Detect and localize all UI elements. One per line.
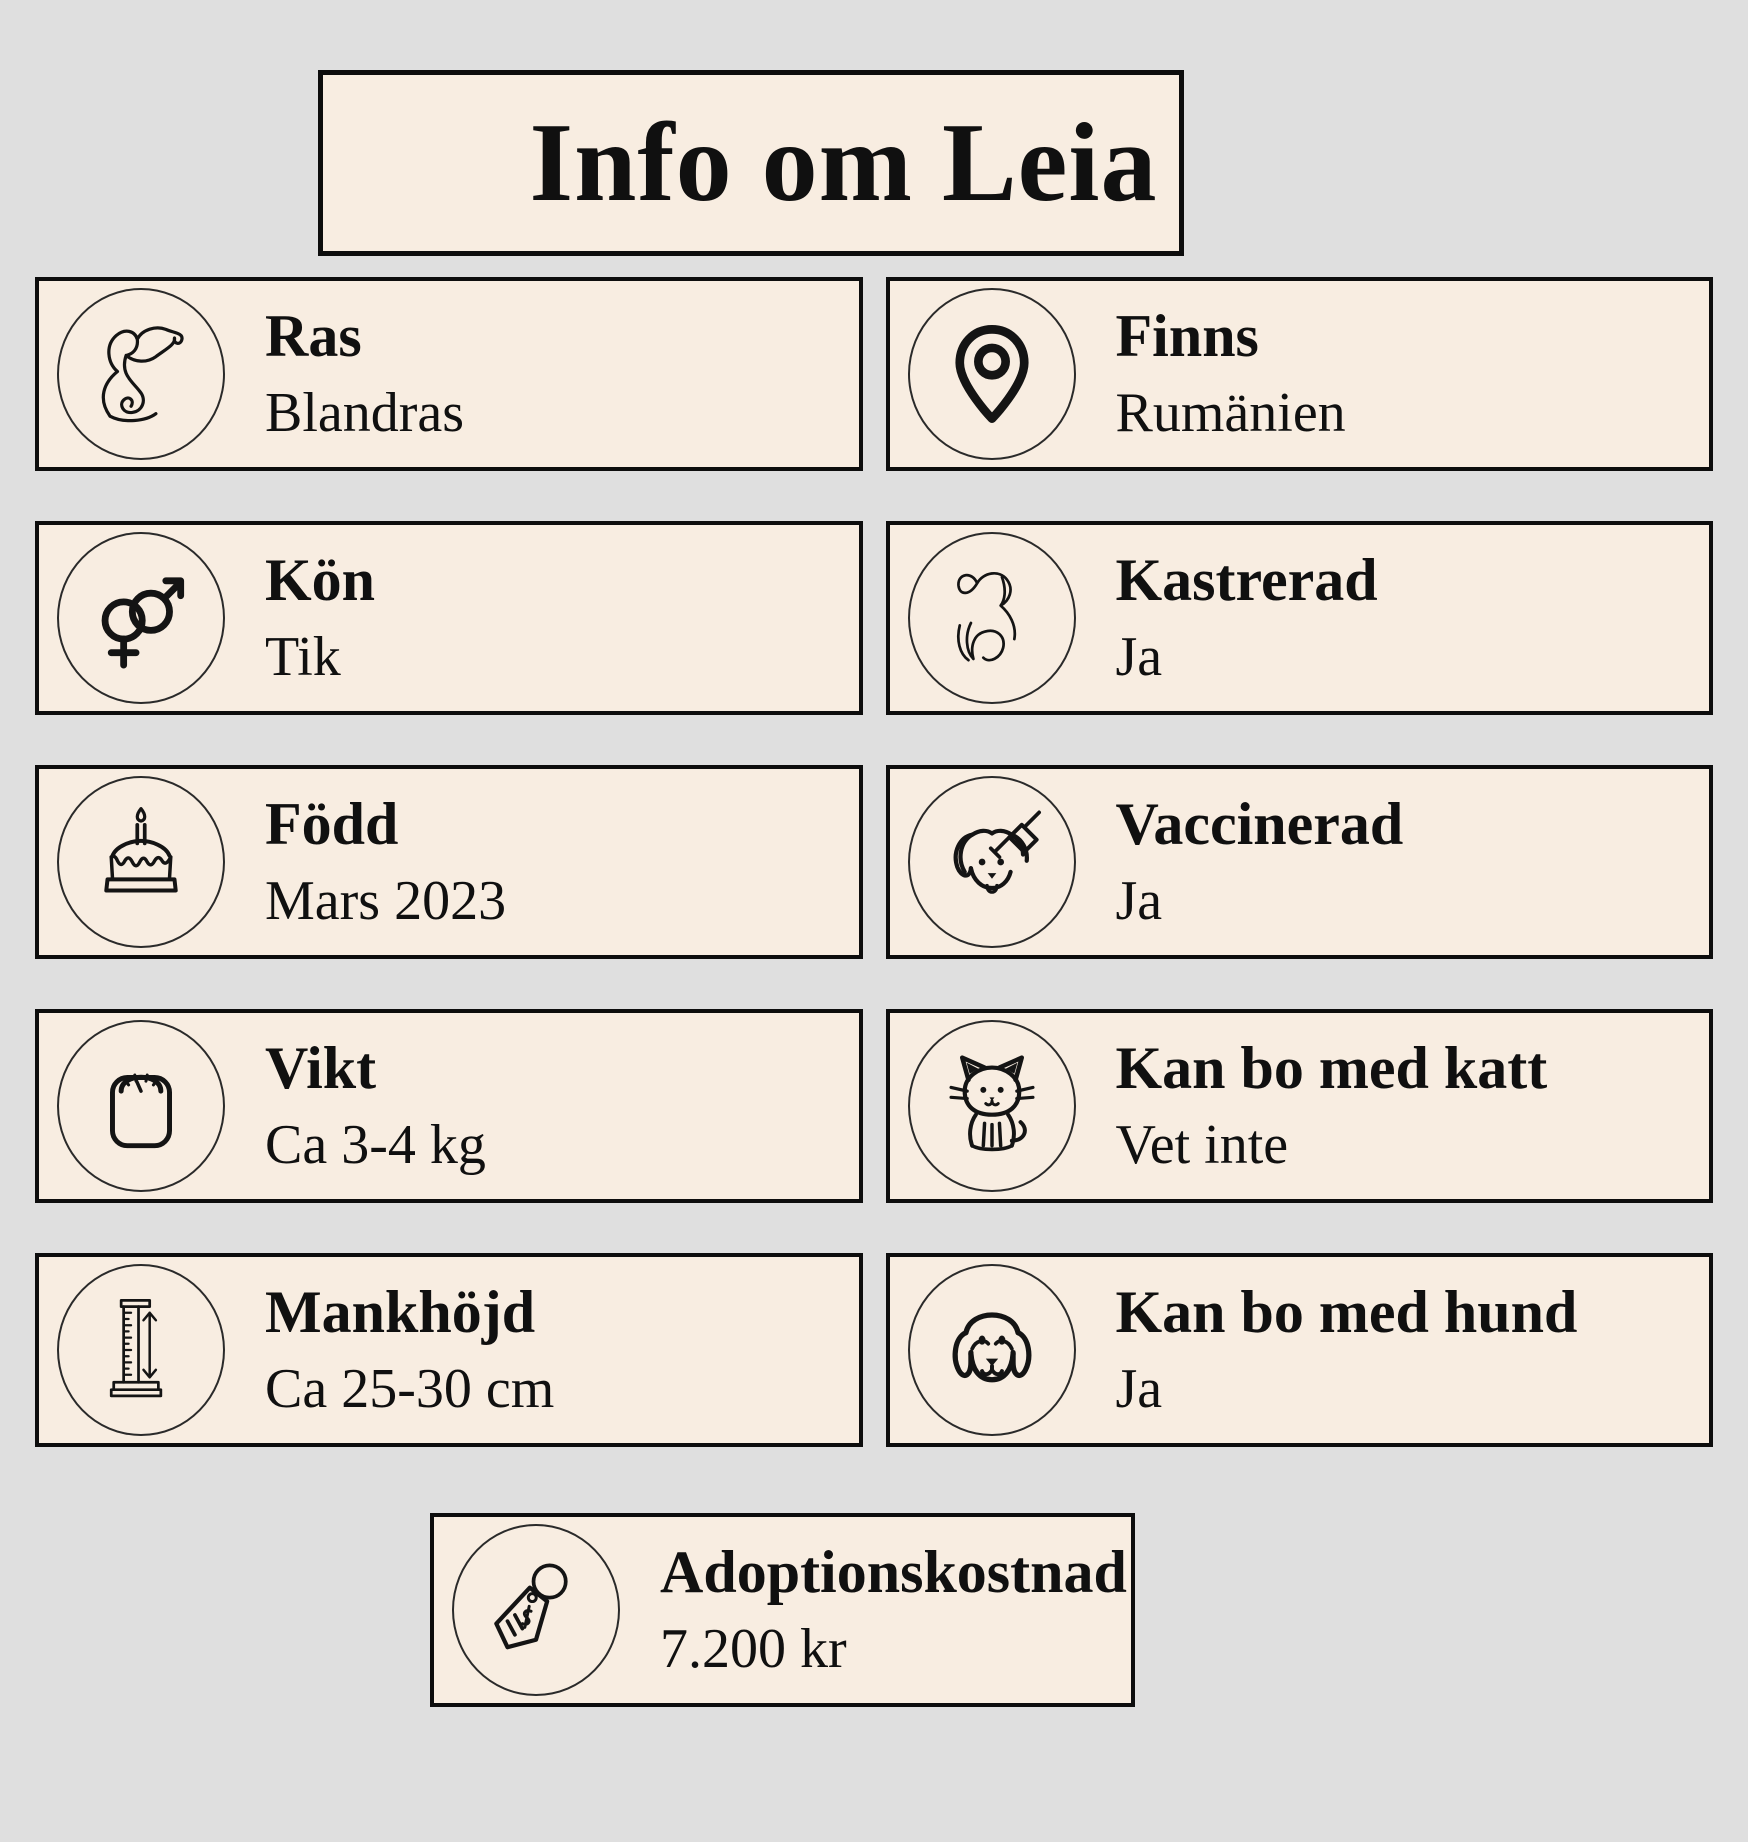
info-card-kastrerad [886, 521, 1714, 715]
dog-face-icon [908, 1264, 1076, 1436]
card-label: Vikt [265, 1035, 377, 1102]
card-value: Blandras [265, 382, 465, 445]
card-value: Ca 3-4 kg [265, 1114, 486, 1177]
card-label: Kastrerad [1115, 547, 1378, 614]
dog-syringe-icon [908, 776, 1076, 948]
info-card-kon [35, 521, 863, 715]
card-text [1116, 546, 1378, 689]
info-card-ras [35, 277, 863, 471]
bottom-row [430, 1513, 1135, 1707]
price-tag-icon [452, 1524, 620, 1696]
info-card-mankhojd [35, 1253, 863, 1447]
card-value: Ca 25-30 cm [265, 1358, 555, 1421]
infographic-canvas [0, 70, 1748, 1842]
card-text [1116, 790, 1404, 933]
card-text [265, 302, 464, 445]
card-label: Ras [265, 303, 362, 370]
card-label: Kan bo med hund [1115, 1279, 1578, 1346]
card-value: Ja [1115, 626, 1163, 689]
card-label: Kan bo med katt [1115, 1035, 1548, 1102]
card-text [265, 790, 506, 933]
weight-scale-icon [57, 1020, 225, 1192]
card-text [1116, 302, 1346, 445]
card-label: Vaccinerad [1115, 791, 1404, 858]
card-value: Vet inte [1115, 1114, 1289, 1177]
card-text [660, 1538, 1127, 1681]
cat-icon [908, 1020, 1076, 1192]
info-card-fodd [35, 765, 863, 959]
card-value: Tik [265, 626, 341, 689]
card-label: Född [265, 791, 399, 858]
dog-sitting-line-icon [57, 288, 225, 460]
info-card-kan-bo-med-katt [886, 1009, 1714, 1203]
card-label: Mankhöjd [265, 1279, 536, 1346]
card-value: Ja [1115, 1358, 1163, 1421]
card-text [265, 1034, 486, 1177]
info-card-adoptionskostnad [430, 1513, 1135, 1707]
card-label: Adoptionskostnad [660, 1539, 1127, 1606]
info-card-vikt [35, 1009, 863, 1203]
birthday-cake-icon [57, 776, 225, 948]
card-text [265, 1278, 554, 1421]
gender-symbols-icon [57, 532, 225, 704]
page-title: Info om Leia [529, 100, 1158, 225]
location-pin-icon [908, 288, 1076, 460]
card-text [1116, 1278, 1578, 1421]
card-value: Mars 2023 [265, 870, 507, 933]
info-card-finns [886, 277, 1714, 471]
card-label: Kön [265, 547, 376, 614]
info-card-vaccinerad [886, 765, 1714, 959]
card-value: Ja [1115, 870, 1163, 933]
height-ruler-icon [57, 1264, 225, 1436]
title-box [318, 70, 1184, 256]
card-text [1116, 1034, 1548, 1177]
card-text [265, 546, 375, 689]
card-value: 7.200 kr [660, 1618, 847, 1681]
card-label: Finns [1115, 303, 1259, 370]
card-value: Rumänien [1115, 382, 1346, 445]
info-card-grid [35, 277, 1713, 1447]
dog-line-icon [908, 532, 1076, 704]
info-card-kan-bo-med-hund [886, 1253, 1714, 1447]
